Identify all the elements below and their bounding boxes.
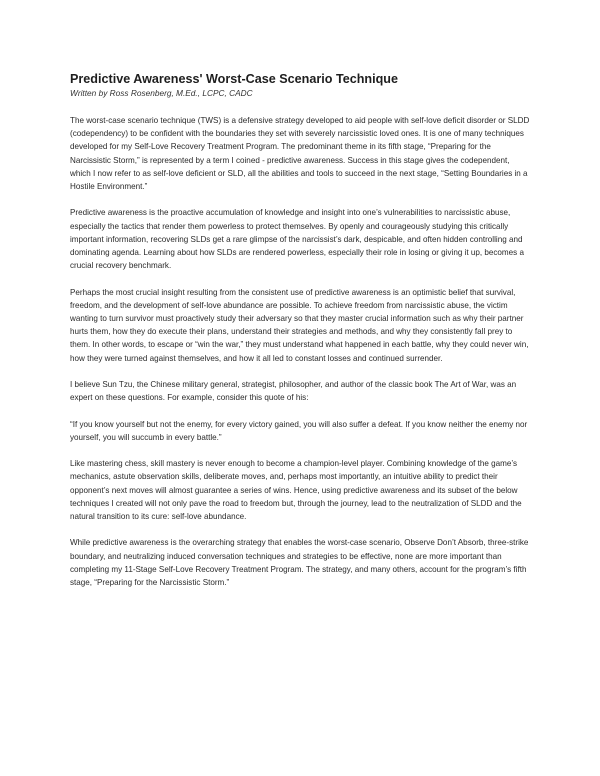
paragraph-definition: Predictive awareness is the proactive accumulation of knowledge and insight into one’s vulnerabilities to narcissistic abuse, especially the tactics that render them powerless to protect themselves. By openly and courageously studying this critically important information, recovering SLDs get a rare glimpse of the narcissist’s dark, despicable, and often hidden controlling and dominating agenda. Learning about how SLDs are rendered powerless, especially their role in losing or giving it up, becomes a crucial recovery benchmark. — [70, 208, 524, 271]
article-byline: Written by Ross Rosenberg, M.Ed., LCPC, CADC — [70, 88, 253, 98]
paragraph-sun-tzu: I believe Sun Tzu, the Chinese military general, strategist, philosopher, and author of the classic book The Art of War, was an expert on these questions. For example, consider this quote of his: — [70, 380, 517, 403]
article-title: Predictive Awareness' Worst-Case Scenario Technique — [70, 72, 398, 86]
paragraph-intro: The worst-case scenario technique (TWS) is a defensive strategy developed to aid people with self-love deficit disorder or SLDD (codependency) to be confident with the boundaries they set with severely narcissistic loved ones. It is one of many techniques developed for my Self-Love Recovery Treatment Program. The predominant theme in its fifth stage, “Preparing for the Narcissistic Storm,” is represented by a term I coined - predictive awareness. Success in this stage gives the codependent, which I now refer to as self-love deficient or SLD, all the abilities and tools to succeed in the next stage, “Setting Boundaries in a Hostile Environment.” — [70, 116, 530, 192]
paragraph-insight: Perhaps the most crucial insight resulting from the consistent use of predictive awareness is an optimistic belief that survival, freedom, and the development of self-love abundance are possible. To achieve freedom from narcissistic abuse, the victim wanting to turn survivor must proactively study their adversary so that they master crucial information such as why their partner hurts them, how they do execute their plans, understand their strategies and methods, and why they consistently fall prey to them. In other words, to escape or “win the war,” they must understand what happened in each battle, why they could never win, how they were turned against themselves, and how it all led to constant losses and continued surrender. — [70, 287, 529, 363]
article-body — [70, 114, 532, 589]
paragraph-conclusion: While predictive awareness is the overarching strategy that enables the worst-case scenario, Observe Don’t Absorb, three-strike boundary, and neutralizing induced conversation techniques and strategies to be effective, none are more important than completing my 11-Stage Self-Love Recovery Treatment Program. The strategy, and many others, account for the program’s fifth stage, “Preparing for the Narcissistic Storm.” — [70, 538, 529, 588]
paragraph-quote: “If you know yourself but not the enemy, for every victory gained, you will also suffer a defeat. If you know neither the enemy nor yourself, you will succumb in every battle.” — [70, 419, 528, 442]
article — [70, 72, 532, 602]
paragraph-chess: Like mastering chess, skill mastery is never enough to become a champion-level player. Combining knowledge of the game’s mechanics, astute observation skills, deliberate moves, and, perhaps most importantly, an intuitive ability to predict their opponent’s next moves will almost guarantee a series of wins. Hence, using predictive awareness and its subset of the below techniques I created will not only pave the road to freedom but, through the journey, lead to the neutralization of SLDD and the natural transition to its cure: self-love abundance. — [70, 459, 522, 522]
